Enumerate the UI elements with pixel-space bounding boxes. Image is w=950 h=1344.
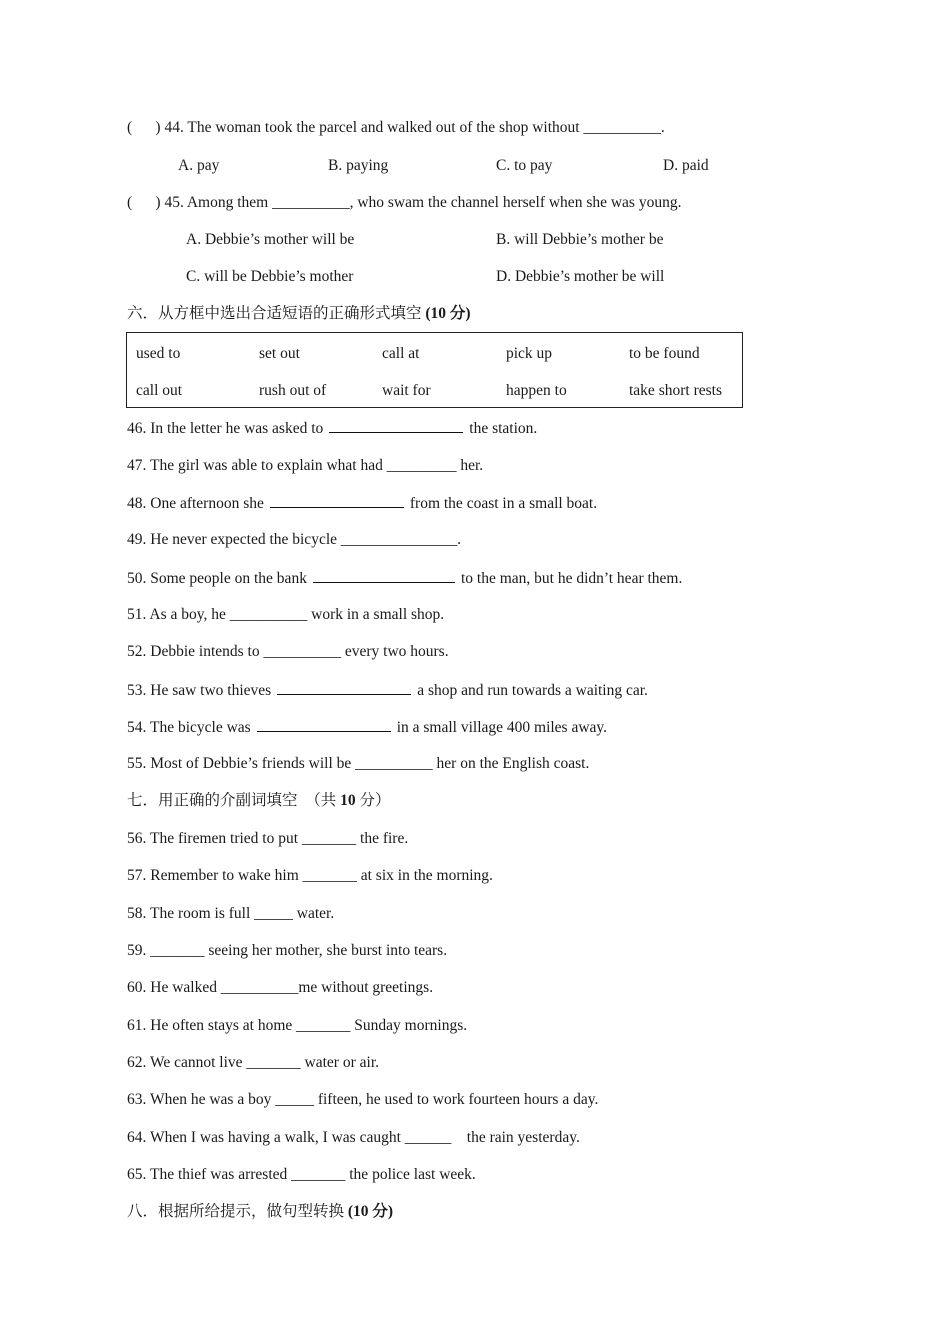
question-46 — [127, 418, 537, 439]
phrase-item: to be found — [629, 345, 700, 362]
answer-blank[interactable] — [313, 568, 455, 583]
question-60: 60. He walked __________me without greetings. — [127, 979, 434, 996]
phrase-item: call at — [382, 345, 420, 362]
question-57: 57. Remember to wake him _______ at six in the morning. — [127, 867, 493, 884]
section-7-score: 10 — [340, 792, 356, 809]
phrase-item: wait for — [382, 382, 431, 399]
q45-option-b: B. will Debbie’s mother be — [496, 231, 664, 248]
q45-option-a: A. Debbie’s mother will be — [186, 231, 355, 248]
phrase-item: take short rests — [629, 382, 722, 399]
question-44: ( ) 44. The woman took the parcel and walked out of the shop without __________. — [127, 119, 665, 136]
q48-text-after: from the coast in a small boat. — [409, 495, 598, 512]
answer-blank[interactable] — [270, 493, 404, 508]
question-63: 63. When he was a boy _____ fifteen, he used to work fourteen hours a day. — [127, 1091, 599, 1108]
question-53 — [127, 680, 648, 701]
q53-text-before: 53. He saw two thieves — [127, 682, 272, 699]
section-7-title: 七．用正确的介副词填空 （共 — [127, 792, 341, 809]
question-48 — [127, 493, 597, 514]
question-56: 56. The firemen tried to put _______ the fire. — [127, 830, 409, 847]
phrase-item: used to — [136, 345, 181, 362]
q44-option-c: C. to pay — [496, 157, 553, 174]
q46-text-before: 46. In the letter he was asked to — [127, 420, 324, 437]
q50-text-after: to the man, but he didn’t hear them. — [460, 570, 683, 587]
phrase-item: call out — [136, 382, 183, 399]
q45-option-d: D. Debbie’s mother be will — [496, 268, 665, 285]
question-55: 55. Most of Debbie’s friends will be __________ her on the English coast. — [127, 755, 590, 772]
question-50 — [127, 568, 682, 589]
section-7-heading — [127, 791, 391, 811]
section-8-score: (10 分) — [347, 1203, 394, 1220]
question-45: ( ) 45. Among them __________, who swam the channel herself when she was young. — [127, 194, 682, 211]
phrase-item: happen to — [506, 382, 567, 399]
q48-text-before: 48. One afternoon she — [127, 495, 264, 512]
q53-text-after: a shop and run towards a waiting car. — [417, 682, 648, 699]
section-8-title: 八．根据所给提示，做句型转换 — [127, 1203, 348, 1220]
q50-text-before: 50. Some people on the bank — [127, 570, 307, 587]
question-64: 64. When I was having a walk, I was caught ______ the rain yesterday. — [127, 1129, 580, 1146]
question-61: 61. He often stays at home _______ Sunday mornings. — [127, 1017, 468, 1034]
question-58: 58. The room is full _____ water. — [127, 905, 335, 922]
q45-option-c: C. will be Debbie’s mother — [186, 268, 354, 285]
question-51: 51. As a boy, he __________ work in a small shop. — [127, 606, 445, 623]
question-59: 59. _______ seeing her mother, she burst into tears. — [127, 942, 448, 959]
q46-text-after: the station. — [469, 420, 538, 437]
question-62: 62. We cannot live _______ water or air. — [127, 1054, 379, 1071]
section-6-heading — [127, 304, 471, 324]
section-6-title: 六．从方框中选出合适短语的正确形式填空 — [127, 305, 426, 322]
phrase-item: pick up — [506, 345, 553, 362]
q54-text-before: 54. The bicycle was — [127, 719, 251, 736]
phrase-item: rush out of — [259, 382, 327, 399]
question-47: 47. The girl was able to explain what had _________ her. — [127, 457, 484, 474]
question-65: 65. The thief was arrested _______ the police last week. — [127, 1166, 476, 1183]
answer-blank[interactable] — [329, 418, 463, 433]
section-8-heading — [127, 1202, 393, 1222]
answer-blank[interactable] — [277, 680, 411, 695]
section-6-score: (10 分) — [425, 305, 471, 322]
section-7-title-end: 分） — [355, 792, 391, 809]
answer-blank[interactable] — [257, 717, 391, 732]
q44-option-a: A. pay — [178, 157, 220, 174]
question-52: 52. Debbie intends to __________ every two hours. — [127, 643, 449, 660]
phrase-box — [126, 332, 743, 408]
question-49: 49. He never expected the bicycle _______________. — [127, 531, 462, 548]
q44-option-d: D. paid — [663, 157, 709, 174]
question-54 — [127, 717, 607, 738]
q44-option-b: B. paying — [328, 157, 389, 174]
phrase-item: set out — [259, 345, 300, 362]
q54-text-after: in a small village 400 miles away. — [396, 719, 608, 736]
